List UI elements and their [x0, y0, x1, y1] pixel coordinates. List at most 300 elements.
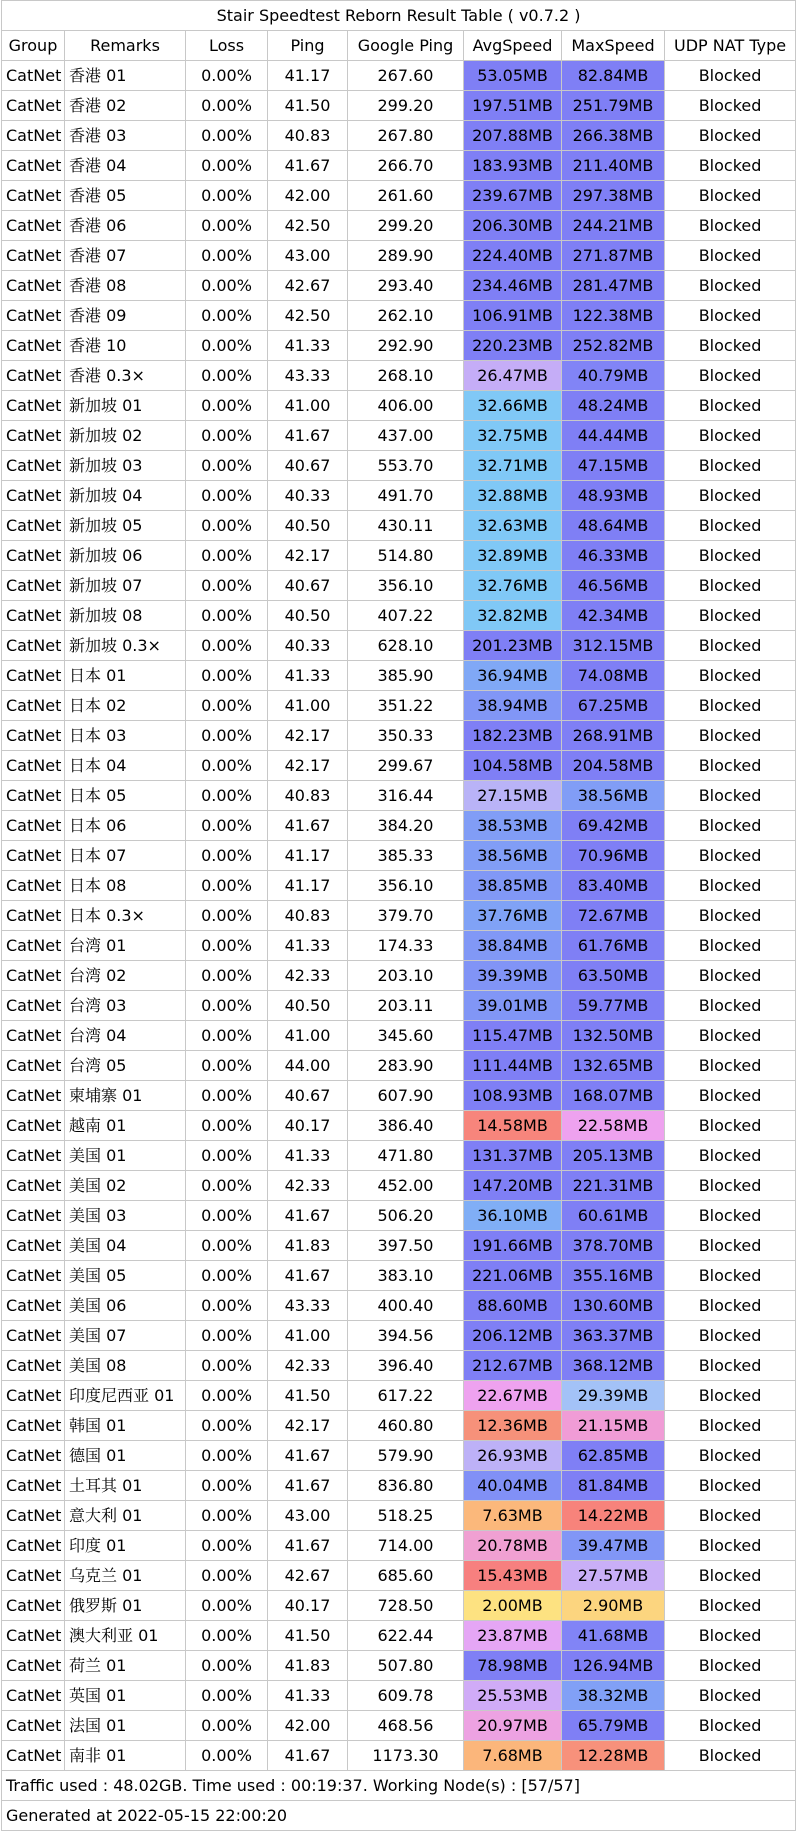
cell-avg-speed: 183.93MB: [464, 151, 562, 181]
cell-google-ping: 174.33: [348, 931, 464, 961]
cell-loss: 0.00%: [186, 241, 268, 271]
table-row: [2, 301, 796, 331]
cell-max-speed: 67.25MB: [562, 691, 665, 721]
cell-udp-nat-type: Blocked: [665, 1051, 796, 1081]
cell-max-speed: 48.64MB: [562, 511, 665, 541]
cell-loss: 0.00%: [186, 481, 268, 511]
cell-avg-speed: 234.46MB: [464, 271, 562, 301]
table-row: [2, 61, 796, 91]
cell-udp-nat-type: Blocked: [665, 841, 796, 871]
cell-remarks: 香港 04: [65, 151, 186, 181]
cell-loss: 0.00%: [186, 1291, 268, 1321]
cell-max-speed: 47.15MB: [562, 451, 665, 481]
cell-loss: 0.00%: [186, 1501, 268, 1531]
cell-max-speed: 22.58MB: [562, 1111, 665, 1141]
cell-avg-speed: 23.87MB: [464, 1621, 562, 1651]
cell-ping: 41.00: [268, 1021, 348, 1051]
cell-ping: 40.50: [268, 601, 348, 631]
cell-udp-nat-type: Blocked: [665, 601, 796, 631]
cell-loss: 0.00%: [186, 1141, 268, 1171]
cell-google-ping: 1173.30: [348, 1741, 464, 1771]
table-row: [2, 541, 796, 571]
cell-udp-nat-type: Blocked: [665, 211, 796, 241]
cell-max-speed: 38.32MB: [562, 1681, 665, 1711]
table-row: [2, 1111, 796, 1141]
cell-udp-nat-type: Blocked: [665, 1561, 796, 1591]
table-row: [2, 1411, 796, 1441]
cell-ping: 41.83: [268, 1651, 348, 1681]
cell-avg-speed: 14.58MB: [464, 1111, 562, 1141]
cell-group: CatNet: [2, 361, 65, 391]
cell-loss: 0.00%: [186, 871, 268, 901]
cell-google-ping: 292.90: [348, 331, 464, 361]
table-title: Stair Speedtest Reborn Result Table ( v0.7.2 ): [2, 1, 796, 31]
cell-remarks: 香港 03: [65, 121, 186, 151]
cell-max-speed: 2.90MB: [562, 1591, 665, 1621]
cell-loss: 0.00%: [186, 121, 268, 151]
cell-loss: 0.00%: [186, 931, 268, 961]
cell-udp-nat-type: Blocked: [665, 301, 796, 331]
cell-max-speed: 65.79MB: [562, 1711, 665, 1741]
cell-ping: 43.33: [268, 1291, 348, 1321]
table-row: [2, 241, 796, 271]
cell-ping: 41.17: [268, 61, 348, 91]
cell-remarks: 新加坡 07: [65, 571, 186, 601]
cell-udp-nat-type: Blocked: [665, 571, 796, 601]
cell-remarks: 美国 05: [65, 1261, 186, 1291]
table-row: [2, 661, 796, 691]
table-row: [2, 1261, 796, 1291]
cell-ping: 43.33: [268, 361, 348, 391]
cell-group: CatNet: [2, 511, 65, 541]
table-row: [2, 781, 796, 811]
cell-loss: 0.00%: [186, 1561, 268, 1591]
cell-ping: 40.83: [268, 901, 348, 931]
cell-remarks: 印度 01: [65, 1531, 186, 1561]
cell-google-ping: 617.22: [348, 1381, 464, 1411]
cell-ping: 41.83: [268, 1231, 348, 1261]
cell-remarks: 新加坡 02: [65, 421, 186, 451]
cell-udp-nat-type: Blocked: [665, 391, 796, 421]
table-row: [2, 631, 796, 661]
cell-max-speed: 83.40MB: [562, 871, 665, 901]
cell-google-ping: 579.90: [348, 1441, 464, 1471]
cell-loss: 0.00%: [186, 841, 268, 871]
cell-group: CatNet: [2, 181, 65, 211]
cell-remarks: 美国 06: [65, 1291, 186, 1321]
table-row: [2, 871, 796, 901]
cell-google-ping: 283.90: [348, 1051, 464, 1081]
cell-max-speed: 72.67MB: [562, 901, 665, 931]
table-row: [2, 1141, 796, 1171]
cell-max-speed: 46.33MB: [562, 541, 665, 571]
cell-group: CatNet: [2, 301, 65, 331]
cell-remarks: 香港 01: [65, 61, 186, 91]
table-row: [2, 1741, 796, 1771]
cell-udp-nat-type: Blocked: [665, 1111, 796, 1141]
cell-google-ping: 437.00: [348, 421, 464, 451]
cell-udp-nat-type: Blocked: [665, 1441, 796, 1471]
cell-loss: 0.00%: [186, 271, 268, 301]
cell-loss: 0.00%: [186, 61, 268, 91]
table-row: [2, 1321, 796, 1351]
cell-max-speed: 29.39MB: [562, 1381, 665, 1411]
cell-max-speed: 211.40MB: [562, 151, 665, 181]
cell-max-speed: 204.58MB: [562, 751, 665, 781]
cell-avg-speed: 7.63MB: [464, 1501, 562, 1531]
cell-ping: 41.17: [268, 841, 348, 871]
cell-remarks: 台湾 02: [65, 961, 186, 991]
cell-google-ping: 430.11: [348, 511, 464, 541]
cell-group: CatNet: [2, 271, 65, 301]
cell-loss: 0.00%: [186, 1531, 268, 1561]
cell-avg-speed: 224.40MB: [464, 241, 562, 271]
cell-max-speed: 312.15MB: [562, 631, 665, 661]
cell-ping: 41.50: [268, 1621, 348, 1651]
cell-ping: 42.00: [268, 1711, 348, 1741]
cell-udp-nat-type: Blocked: [665, 91, 796, 121]
cell-udp-nat-type: Blocked: [665, 151, 796, 181]
table-row: [2, 1381, 796, 1411]
cell-group: CatNet: [2, 631, 65, 661]
cell-ping: 42.50: [268, 211, 348, 241]
cell-avg-speed: 40.04MB: [464, 1471, 562, 1501]
cell-loss: 0.00%: [186, 1651, 268, 1681]
cell-remarks: 新加坡 03: [65, 451, 186, 481]
cell-ping: 42.17: [268, 541, 348, 571]
table-row: [2, 1501, 796, 1531]
cell-avg-speed: 207.88MB: [464, 121, 562, 151]
cell-group: CatNet: [2, 1561, 65, 1591]
column-header-ping: Ping: [268, 31, 348, 61]
cell-max-speed: 355.16MB: [562, 1261, 665, 1291]
cell-ping: 41.67: [268, 1441, 348, 1471]
cell-max-speed: 281.47MB: [562, 271, 665, 301]
cell-avg-speed: 239.67MB: [464, 181, 562, 211]
cell-max-speed: 363.37MB: [562, 1321, 665, 1351]
cell-ping: 41.33: [268, 1141, 348, 1171]
cell-group: CatNet: [2, 901, 65, 931]
cell-group: CatNet: [2, 451, 65, 481]
table-row: [2, 211, 796, 241]
cell-ping: 42.33: [268, 1351, 348, 1381]
cell-google-ping: 728.50: [348, 1591, 464, 1621]
cell-remarks: 台湾 05: [65, 1051, 186, 1081]
cell-group: CatNet: [2, 1261, 65, 1291]
cell-ping: 42.67: [268, 1561, 348, 1591]
cell-avg-speed: 111.44MB: [464, 1051, 562, 1081]
cell-google-ping: 350.33: [348, 721, 464, 751]
cell-max-speed: 132.50MB: [562, 1021, 665, 1051]
cell-udp-nat-type: Blocked: [665, 1141, 796, 1171]
cell-udp-nat-type: Blocked: [665, 181, 796, 211]
cell-group: CatNet: [2, 1051, 65, 1081]
cell-max-speed: 21.15MB: [562, 1411, 665, 1441]
cell-google-ping: 460.80: [348, 1411, 464, 1441]
column-header-remarks: Remarks: [65, 31, 186, 61]
cell-remarks: 台湾 01: [65, 931, 186, 961]
cell-remarks: 土耳其 01: [65, 1471, 186, 1501]
table-row: [2, 1081, 796, 1111]
cell-udp-nat-type: Blocked: [665, 1411, 796, 1441]
cell-group: CatNet: [2, 61, 65, 91]
cell-loss: 0.00%: [186, 781, 268, 811]
cell-udp-nat-type: Blocked: [665, 631, 796, 661]
cell-remarks: 日本 07: [65, 841, 186, 871]
cell-max-speed: 74.08MB: [562, 661, 665, 691]
cell-max-speed: 41.68MB: [562, 1621, 665, 1651]
cell-ping: 40.50: [268, 511, 348, 541]
cell-group: CatNet: [2, 1111, 65, 1141]
cell-max-speed: 132.65MB: [562, 1051, 665, 1081]
cell-google-ping: 384.20: [348, 811, 464, 841]
table-row: [2, 1171, 796, 1201]
cell-google-ping: 356.10: [348, 571, 464, 601]
cell-loss: 0.00%: [186, 721, 268, 751]
table-row: [2, 1051, 796, 1081]
cell-avg-speed: 212.67MB: [464, 1351, 562, 1381]
cell-ping: 40.83: [268, 121, 348, 151]
cell-remarks: 新加坡 0.3×: [65, 631, 186, 661]
cell-avg-speed: 115.47MB: [464, 1021, 562, 1051]
cell-remarks: 香港 0.3×: [65, 361, 186, 391]
cell-avg-speed: 104.58MB: [464, 751, 562, 781]
cell-ping: 41.00: [268, 1321, 348, 1351]
cell-max-speed: 130.60MB: [562, 1291, 665, 1321]
table-row: [2, 991, 796, 1021]
cell-avg-speed: 32.75MB: [464, 421, 562, 451]
table-row: [2, 481, 796, 511]
cell-remarks: 日本 05: [65, 781, 186, 811]
cell-google-ping: 261.60: [348, 181, 464, 211]
cell-loss: 0.00%: [186, 1171, 268, 1201]
cell-ping: 41.17: [268, 871, 348, 901]
table-row: [2, 841, 796, 871]
cell-max-speed: 59.77MB: [562, 991, 665, 1021]
cell-udp-nat-type: Blocked: [665, 541, 796, 571]
cell-udp-nat-type: Blocked: [665, 1261, 796, 1291]
cell-ping: 42.33: [268, 1171, 348, 1201]
cell-group: CatNet: [2, 1651, 65, 1681]
cell-group: CatNet: [2, 1441, 65, 1471]
cell-ping: 41.67: [268, 421, 348, 451]
cell-avg-speed: 39.01MB: [464, 991, 562, 1021]
cell-loss: 0.00%: [186, 961, 268, 991]
table-row: [2, 811, 796, 841]
cell-avg-speed: 26.93MB: [464, 1441, 562, 1471]
cell-ping: 40.67: [268, 571, 348, 601]
cell-udp-nat-type: Blocked: [665, 121, 796, 151]
cell-remarks: 澳大利亚 01: [65, 1621, 186, 1651]
cell-remarks: 美国 01: [65, 1141, 186, 1171]
cell-avg-speed: 22.67MB: [464, 1381, 562, 1411]
cell-avg-speed: 32.88MB: [464, 481, 562, 511]
cell-avg-speed: 2.00MB: [464, 1591, 562, 1621]
cell-ping: 41.33: [268, 331, 348, 361]
cell-ping: 40.50: [268, 991, 348, 1021]
cell-udp-nat-type: Blocked: [665, 1591, 796, 1621]
cell-loss: 0.00%: [186, 1471, 268, 1501]
cell-group: CatNet: [2, 1471, 65, 1501]
cell-avg-speed: 38.56MB: [464, 841, 562, 871]
cell-ping: 43.00: [268, 241, 348, 271]
cell-avg-speed: 191.66MB: [464, 1231, 562, 1261]
cell-ping: 42.00: [268, 181, 348, 211]
cell-google-ping: 385.90: [348, 661, 464, 691]
cell-group: CatNet: [2, 541, 65, 571]
cell-avg-speed: 32.66MB: [464, 391, 562, 421]
cell-remarks: 香港 10: [65, 331, 186, 361]
cell-avg-speed: 32.89MB: [464, 541, 562, 571]
cell-max-speed: 268.91MB: [562, 721, 665, 751]
cell-google-ping: 471.80: [348, 1141, 464, 1171]
cell-group: CatNet: [2, 241, 65, 271]
cell-avg-speed: 26.47MB: [464, 361, 562, 391]
cell-max-speed: 252.82MB: [562, 331, 665, 361]
cell-loss: 0.00%: [186, 901, 268, 931]
cell-group: CatNet: [2, 661, 65, 691]
cell-google-ping: 289.90: [348, 241, 464, 271]
cell-remarks: 香港 05: [65, 181, 186, 211]
cell-group: CatNet: [2, 721, 65, 751]
cell-udp-nat-type: Blocked: [665, 1171, 796, 1201]
cell-ping: 41.33: [268, 931, 348, 961]
table-body: [2, 61, 796, 1771]
table-row: [2, 391, 796, 421]
table-row: [2, 901, 796, 931]
cell-ping: 40.17: [268, 1591, 348, 1621]
cell-group: CatNet: [2, 421, 65, 451]
cell-avg-speed: 131.37MB: [464, 1141, 562, 1171]
cell-ping: 41.67: [268, 151, 348, 181]
cell-ping: 41.50: [268, 1381, 348, 1411]
cell-udp-nat-type: Blocked: [665, 781, 796, 811]
cell-avg-speed: 32.82MB: [464, 601, 562, 631]
table-row: [2, 421, 796, 451]
cell-group: CatNet: [2, 1411, 65, 1441]
cell-remarks: 香港 06: [65, 211, 186, 241]
cell-group: CatNet: [2, 691, 65, 721]
cell-remarks: 韩国 01: [65, 1411, 186, 1441]
cell-loss: 0.00%: [186, 91, 268, 121]
cell-google-ping: 385.33: [348, 841, 464, 871]
cell-udp-nat-type: Blocked: [665, 1351, 796, 1381]
cell-udp-nat-type: Blocked: [665, 721, 796, 751]
cell-max-speed: 69.42MB: [562, 811, 665, 841]
cell-group: CatNet: [2, 841, 65, 871]
cell-ping: 41.00: [268, 391, 348, 421]
cell-remarks: 台湾 03: [65, 991, 186, 1021]
cell-ping: 41.33: [268, 661, 348, 691]
cell-remarks: 英国 01: [65, 1681, 186, 1711]
cell-avg-speed: 7.68MB: [464, 1741, 562, 1771]
cell-udp-nat-type: Blocked: [665, 1621, 796, 1651]
cell-avg-speed: 147.20MB: [464, 1171, 562, 1201]
cell-max-speed: 46.56MB: [562, 571, 665, 601]
cell-google-ping: 491.70: [348, 481, 464, 511]
cell-max-speed: 40.79MB: [562, 361, 665, 391]
cell-google-ping: 607.90: [348, 1081, 464, 1111]
cell-udp-nat-type: Blocked: [665, 871, 796, 901]
cell-max-speed: 61.76MB: [562, 931, 665, 961]
cell-group: CatNet: [2, 781, 65, 811]
cell-google-ping: 394.56: [348, 1321, 464, 1351]
cell-loss: 0.00%: [186, 1411, 268, 1441]
cell-group: CatNet: [2, 91, 65, 121]
cell-loss: 0.00%: [186, 1231, 268, 1261]
cell-google-ping: 518.25: [348, 1501, 464, 1531]
cell-group: CatNet: [2, 961, 65, 991]
cell-loss: 0.00%: [186, 751, 268, 781]
cell-max-speed: 39.47MB: [562, 1531, 665, 1561]
cell-google-ping: 299.20: [348, 211, 464, 241]
cell-max-speed: 27.57MB: [562, 1561, 665, 1591]
cell-udp-nat-type: Blocked: [665, 1681, 796, 1711]
cell-loss: 0.00%: [186, 1081, 268, 1111]
cell-udp-nat-type: Blocked: [665, 1231, 796, 1261]
table-row: [2, 1351, 796, 1381]
cell-max-speed: 221.31MB: [562, 1171, 665, 1201]
table-row: [2, 1711, 796, 1741]
cell-google-ping: 379.70: [348, 901, 464, 931]
cell-remarks: 新加坡 06: [65, 541, 186, 571]
cell-avg-speed: 38.94MB: [464, 691, 562, 721]
cell-remarks: 日本 06: [65, 811, 186, 841]
cell-remarks: 日本 03: [65, 721, 186, 751]
cell-ping: 42.50: [268, 301, 348, 331]
table-row: [2, 961, 796, 991]
cell-loss: 0.00%: [186, 631, 268, 661]
cell-google-ping: 203.11: [348, 991, 464, 1021]
cell-avg-speed: 20.78MB: [464, 1531, 562, 1561]
cell-group: CatNet: [2, 751, 65, 781]
cell-google-ping: 345.60: [348, 1021, 464, 1051]
result-table: [1, 0, 796, 1831]
cell-max-speed: 266.38MB: [562, 121, 665, 151]
cell-loss: 0.00%: [186, 301, 268, 331]
column-header-udp-nat-type: UDP NAT Type: [665, 31, 796, 61]
cell-avg-speed: 106.91MB: [464, 301, 562, 331]
cell-ping: 42.17: [268, 1411, 348, 1441]
cell-remarks: 南非 01: [65, 1741, 186, 1771]
cell-group: CatNet: [2, 1231, 65, 1261]
cell-google-ping: 293.40: [348, 271, 464, 301]
table-row: [2, 1231, 796, 1261]
cell-google-ping: 400.40: [348, 1291, 464, 1321]
cell-remarks: 美国 08: [65, 1351, 186, 1381]
cell-remarks: 香港 07: [65, 241, 186, 271]
cell-google-ping: 685.60: [348, 1561, 464, 1591]
cell-loss: 0.00%: [186, 541, 268, 571]
cell-udp-nat-type: Blocked: [665, 1381, 796, 1411]
cell-ping: 41.50: [268, 91, 348, 121]
cell-ping: 40.17: [268, 1111, 348, 1141]
cell-loss: 0.00%: [186, 571, 268, 601]
cell-ping: 40.67: [268, 451, 348, 481]
cell-max-speed: 48.24MB: [562, 391, 665, 421]
table-row: [2, 511, 796, 541]
cell-google-ping: 266.70: [348, 151, 464, 181]
column-header-max-speed: MaxSpeed: [562, 31, 665, 61]
cell-max-speed: 271.87MB: [562, 241, 665, 271]
cell-avg-speed: 220.23MB: [464, 331, 562, 361]
cell-group: CatNet: [2, 1321, 65, 1351]
column-header-avg-speed: AvgSpeed: [464, 31, 562, 61]
cell-max-speed: 81.84MB: [562, 1471, 665, 1501]
cell-group: CatNet: [2, 1531, 65, 1561]
cell-remarks: 越南 01: [65, 1111, 186, 1141]
cell-group: CatNet: [2, 1711, 65, 1741]
